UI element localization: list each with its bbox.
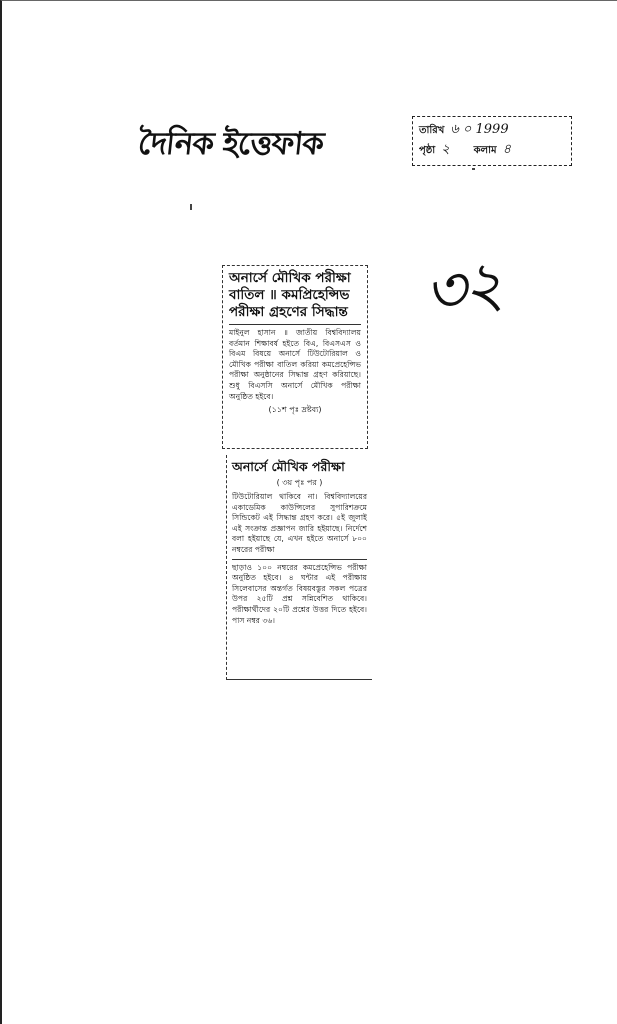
stamp-date-row [419, 120, 565, 140]
continuation-paragraph-1: টিউটোরিয়াল থাকিবে না। বিশ্ববিদ্যালয়ের একাডেমিক কাউন্সিলের সুপারিশক্রমে সিন্ডিকেট এই সিদ্ধান্ত গ্রহণ করে। ৫ই জুলাই এই সংক্রান্ত প্রজ্ঞাপন জারি হইয়াছে। নির্দেশে বলা হইয়াছে যে, এখন হইতে অনার্সে ৮০০ নম্বরের পরীক্ষা [232, 492, 367, 554]
scan-speck [472, 168, 475, 170]
article-body [229, 328, 361, 402]
continuation-headline: অনার্সে মৌখিক পরীক্ষা [232, 459, 345, 474]
date-stamp [412, 116, 572, 166]
headline-line-2: বাতিল ॥ কমপ্রিহেন্সিভ [229, 287, 350, 303]
paragraph-divider [232, 559, 367, 560]
headline-line-3: পরীক্ষা গ্রহণের সিদ্ধান্ত [229, 304, 348, 320]
stamp-page-row [419, 140, 565, 160]
continuation-clipping [226, 455, 372, 680]
stamp-column-value: ৪ [502, 142, 511, 157]
continuation-from-page: ( ৩য় পৃঃ পর ) [276, 478, 323, 487]
stamp-date-value: ৬ ০ 1999 [450, 122, 509, 137]
news-clipping [222, 265, 368, 449]
headline-rule [229, 324, 361, 325]
continued-note: (১১শ পৃঃ দ্রষ্টব্য) [268, 405, 322, 415]
stamp-page-value: ২ [441, 142, 450, 157]
newspaper-masthead: দৈনিক ইত্তেফাক [136, 126, 325, 162]
stamp-date-label: তারিখ [419, 125, 445, 136]
handwritten-number: ৩২ [419, 247, 505, 331]
scan-speck [190, 204, 192, 210]
headline-line-1: অনার্সে মৌখিক পরীক্ষা [229, 270, 351, 286]
stamp-page-label: পৃষ্ঠা [419, 145, 436, 156]
stamp-column-label: কলাম [473, 145, 497, 156]
continuation-paragraph-2: ছাড়াও ১০০ নম্বরের কমপ্রেহেন্সিভ পরীক্ষা অনুষ্ঠিত হইবে। ৪ ঘন্টার এই পরীক্ষায় সিলেবাসের অন্তর্গত বিষয়বস্তুর সকল পত্রের উপর ২৫টি প্রশ্ন সন্নিবেশিত থাকিবে। পরীক্ষার্থীদের ২০টি প্রশ্নের উত্তর দিতে হইবে। পাস নম্বর ৩৬। [232, 562, 367, 625]
article-text: জাতীয় বিশ্ববিদ্যালয় বর্তমান শিক্ষাবর্ষ হইতে বিএ, বিএসএস ও বিএম বিষয়ে অনার্সে টিউটোরিয়াল ও মৌখিক পরীক্ষা বাতিল করিয়া কমপ্রেহেন্সিভ পরীক্ষা অনুষ্ঠানের সিদ্ধান্ত গ্রহণ করিয়াছে। শুধু বিএসসি অনার্সে মৌখিক পরীক্ষা অনুষ্ঠিত হইবে। [229, 328, 361, 401]
article-byline: মাইনুল হাসান ॥ [229, 328, 288, 337]
